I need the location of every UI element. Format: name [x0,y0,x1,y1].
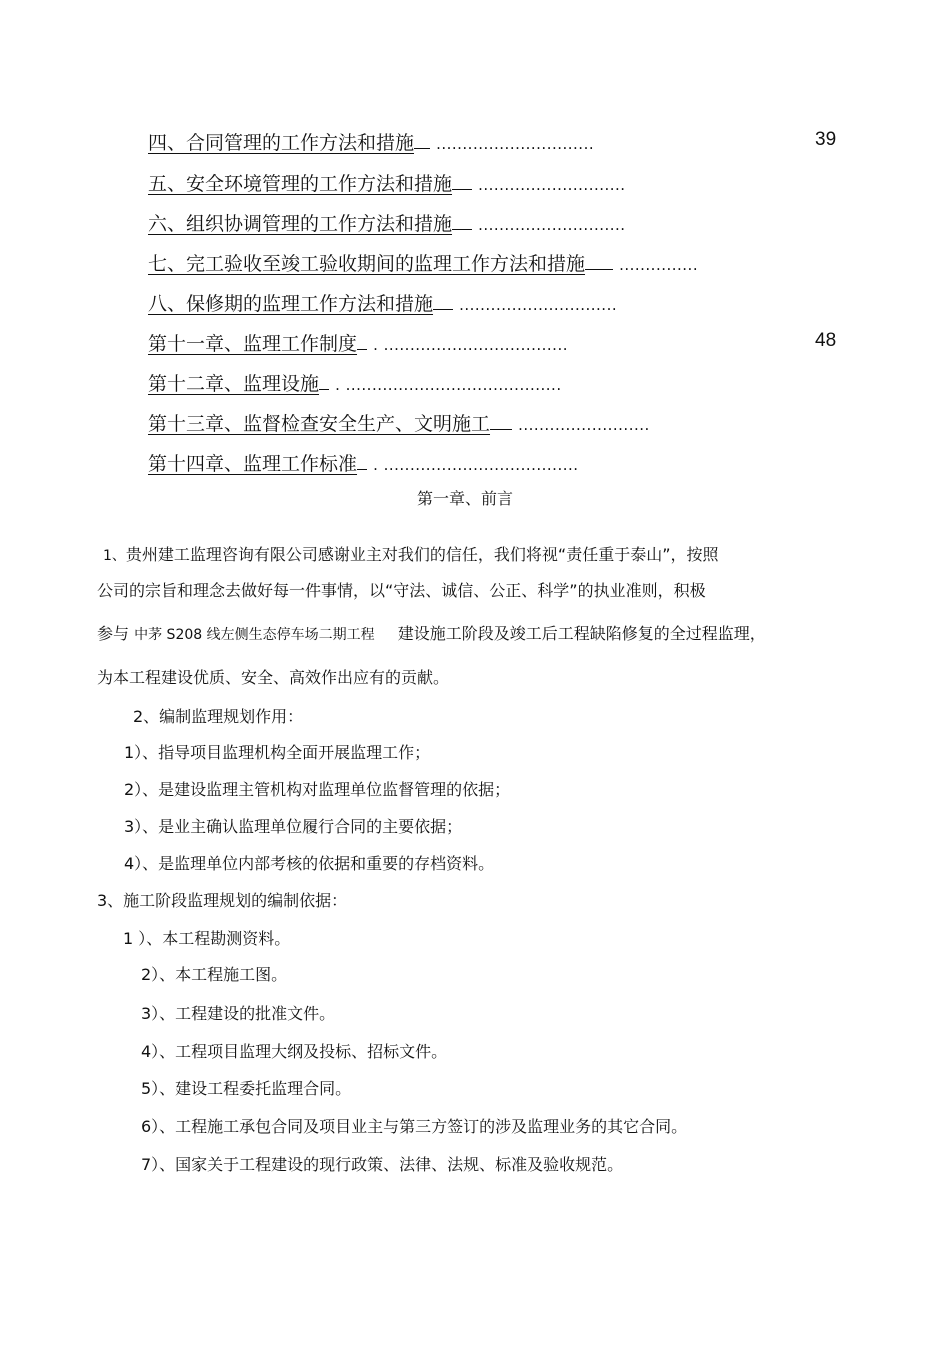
list-item: 2）、本工程施工图。 [141,965,288,984]
intro-text: 贵州建工监理咨询有限公司感谢业主对我们的信任，我们将视“责任重于泰山”，按照 [125,545,719,564]
toc-dots: . ..................................... [373,456,579,474]
list-item: 3）、工程建设的批准文件。 [141,1004,336,1023]
toc-title[interactable]: 四、合同管理的工作方法和措施 [148,132,415,154]
toc-dots: . ......................................... [335,376,562,394]
intro-line-1 [103,544,719,567]
chapter-heading: 第一章、前言 [417,489,514,508]
toc-entry[interactable] [148,449,579,477]
toc-dots: ............... [619,256,699,274]
toc-entry[interactable] [148,409,650,437]
project-name: 中茅 S208 线左侧生态停车场二期工程 [134,627,375,643]
toc-dots: ......................... [518,416,650,434]
toc-entry[interactable] [148,369,562,397]
toc-title[interactable]: 六、组织协调管理的工作方法和措施 [148,213,453,235]
toc-page-number: 48 [815,330,837,351]
toc-dots: .............................. [436,135,595,153]
intro-text: 参与 [97,624,130,643]
toc-entry[interactable] [148,169,626,197]
intro-line-2: 公司的宗旨和理念去做好每一件事情，以“守法、诚信、公正、科学”的执业准则，积极 [97,581,706,600]
list-item: 1 ）、本工程勘测资料。 [123,929,291,948]
list-item: 6）、工程施工承包合同及项目业主与第三方签订的涉及监理业务的其它合同。 [141,1117,688,1136]
toc-entry[interactable] [148,128,594,156]
intro-number: 1、 [103,548,126,564]
toc-entry[interactable] [148,249,698,277]
section-title: 2、编制监理规划作用： [133,707,304,726]
toc-dots: .............................. [459,296,618,314]
toc-title[interactable]: 第十二章、监理设施 [148,373,320,395]
toc-dots: ............................ [478,176,626,194]
toc-dots: ............................ [478,216,626,234]
list-item: 7）、国家关于工程建设的现行政策、法律、法规、标准及验收规范。 [141,1155,624,1174]
toc-page-number: 39 [815,129,837,150]
list-item: 1）、指导项目监理机构全面开展监理工作； [124,743,431,762]
list-item: 2）、是建设监理主管机构对监理单位监督管理的依据； [124,780,511,799]
toc-title[interactable]: 七、完工验收至竣工验收期间的监理工作方法和措施 [148,253,586,275]
toc-title[interactable]: 第十三章、监督检查安全生产、文明施工 [148,413,491,435]
intro-line-4: 为本工程建设优质、安全、高效作出应有的贡献。 [97,668,450,687]
list-item: 4）、是监理单位内部考核的依据和重要的存档资料。 [124,854,495,873]
list-item: 3）、是业主确认监理单位履行合同的主要依据； [124,817,463,836]
toc-title[interactable]: 五、安全环境管理的工作方法和措施 [148,173,453,195]
toc-title[interactable]: 第十一章、监理工作制度 [148,333,358,355]
toc-title[interactable]: 八、保修期的监理工作方法和措施 [148,293,434,315]
list-item: 4）、工程项目监理大纲及投标、招标文件。 [141,1042,448,1061]
intro-text: 建设施工阶段及竣工后工程缺陷修复的全过程监理， [397,624,766,643]
toc-dots: . ................................... [373,336,568,354]
toc-entry[interactable] [148,209,626,237]
list-item: 5）、建设工程委托监理合同。 [141,1079,352,1098]
section-title: 3、施工阶段监理规划的编制依据： [97,891,348,910]
toc-entry[interactable] [148,329,568,357]
intro-line-3 [97,623,766,646]
toc-title[interactable]: 第十四章、监理工作标准 [148,453,358,475]
toc-entry[interactable] [148,289,617,317]
